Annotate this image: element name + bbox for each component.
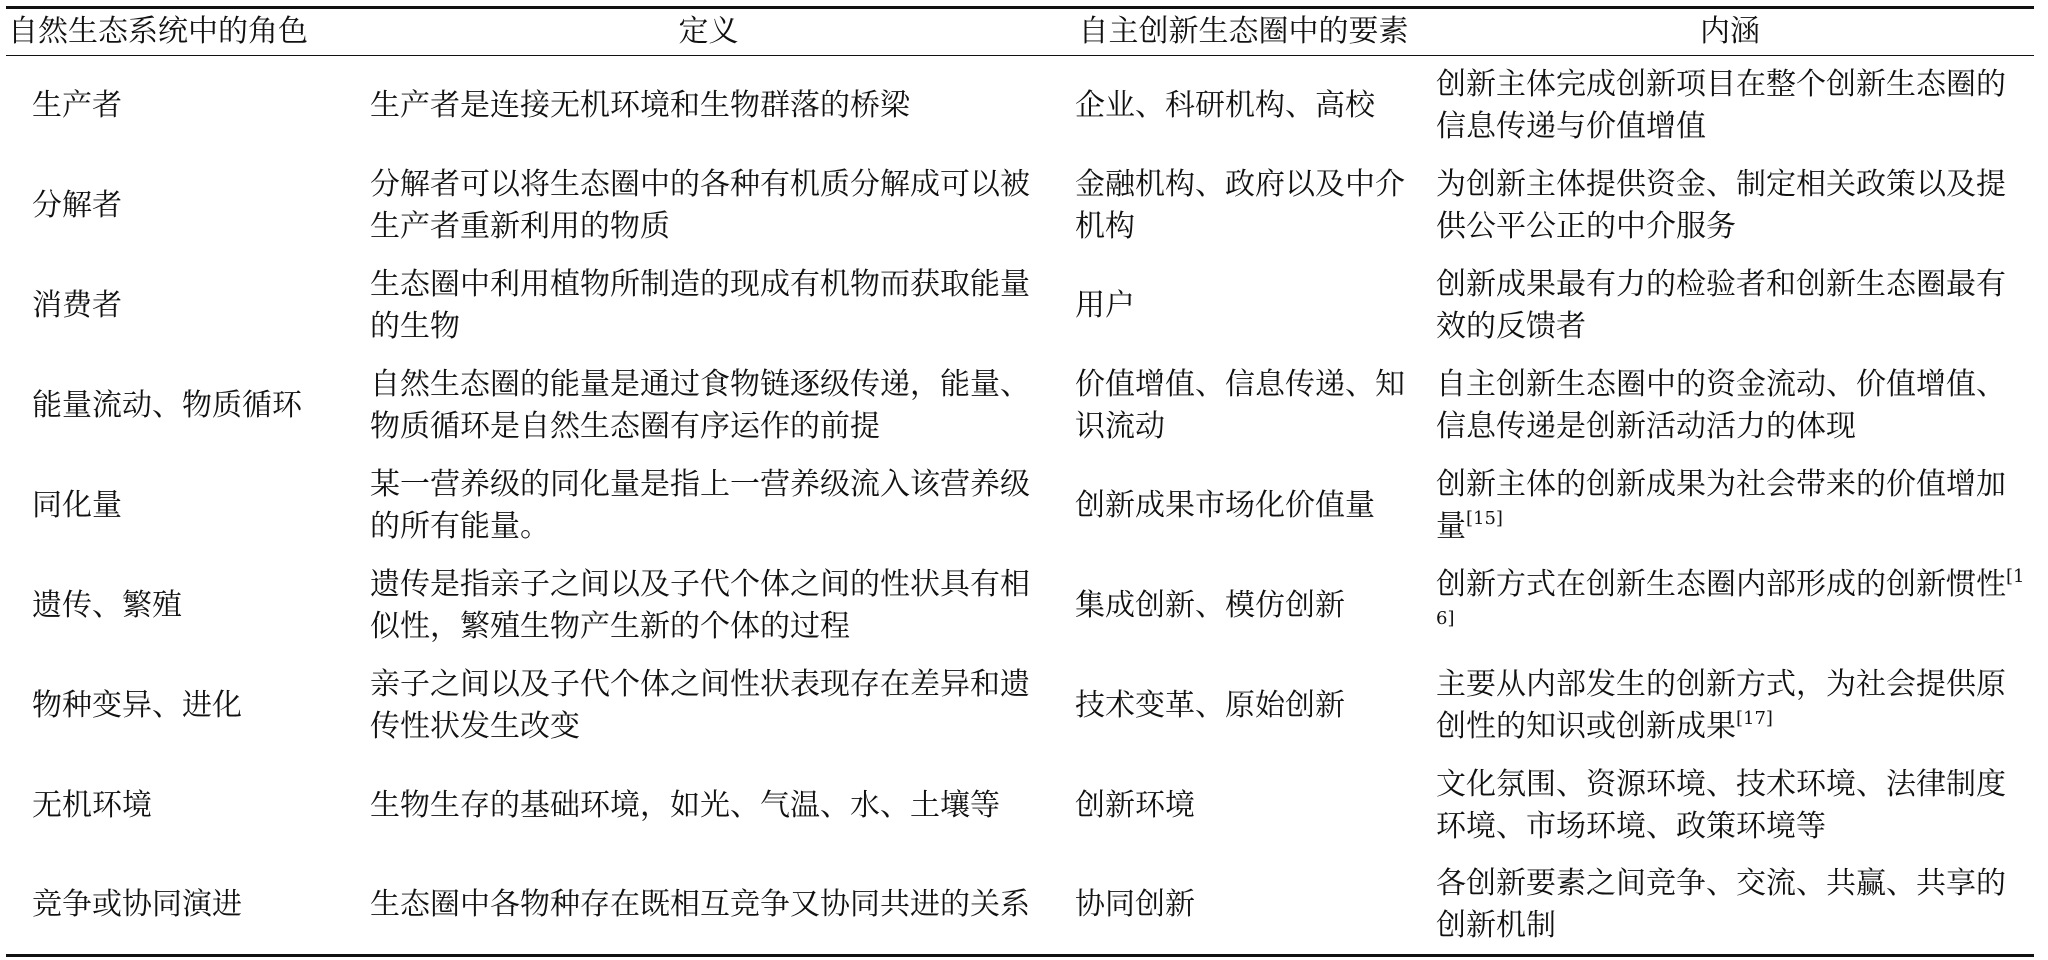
citation-ref: [17] xyxy=(1736,707,1773,729)
meaning-text: 各创新要素之间竞争、交流、共赢、共享的创新机制 xyxy=(1436,865,2006,943)
meaning-text: 创新主体的创新成果为社会带来的价值增加量 xyxy=(1436,466,2006,544)
cell-role: 物种变异、进化 xyxy=(32,687,242,723)
comparison-table-container xyxy=(0,6,2048,957)
meaning-text: 主要从内部发生的创新方式，为社会提供原创性的知识或创新成果 xyxy=(1436,666,2006,744)
meaning-text: 为创新主体提供资金、制定相关政策以及提供公平公正的中介服务 xyxy=(1436,166,2006,244)
cell-meaning xyxy=(1426,456,2034,556)
header-role: 自然生态系统中的角色 xyxy=(8,14,308,49)
cell-meaning xyxy=(1426,156,2034,256)
cell-element: 价值增值、信息传递、知识流动 xyxy=(1075,366,1405,444)
cell-meaning xyxy=(1426,556,2034,656)
cell-definition: 遗传是指亲子之间以及子代个体之间的性状具有相似性，繁殖生物产生新的个体的过程 xyxy=(370,566,1030,644)
table-body xyxy=(6,56,2034,956)
cell-meaning xyxy=(1426,56,2034,156)
header-meaning: 内涵 xyxy=(1700,14,1760,49)
cell-definition: 生产者是连接无机环境和生物群落的桥梁 xyxy=(370,87,910,123)
table-row xyxy=(6,256,2034,356)
cell-element: 创新环境 xyxy=(1075,787,1195,823)
cell-element: 企业、科研机构、高校 xyxy=(1075,87,1375,123)
meaning-text: 创新成果最有力的检验者和创新生态圈最有效的反馈者 xyxy=(1436,266,2006,344)
cell-element: 协同创新 xyxy=(1075,886,1195,922)
table-header xyxy=(6,8,2034,56)
cell-definition: 自然生态圈的能量是通过食物链逐级传递，能量、物质循环是自然生态圈有序运作的前提 xyxy=(370,366,1030,444)
cell-role: 遗传、繁殖 xyxy=(32,587,182,623)
header-definition: 定义 xyxy=(678,14,739,49)
meaning-text: 自主创新生态圈中的资金流动、价值增值、信息传递是创新活动活力的体现 xyxy=(1436,366,2006,444)
cell-definition: 生态圈中利用植物所制造的现成有机物而获取能量的生物 xyxy=(370,266,1030,344)
cell-role: 同化量 xyxy=(32,487,122,523)
cell-element: 金融机构、政府以及中介机构 xyxy=(1075,166,1405,244)
cell-meaning xyxy=(1426,756,2034,856)
meaning-text: 文化氛围、资源环境、技术环境、法律制度环境、市场环境、政策环境等 xyxy=(1436,766,2006,844)
cell-definition: 生物生存的基础环境，如光、气温、水、土壤等 xyxy=(370,787,1000,823)
meaning-text: 创新主体完成创新项目在整个创新生态圈的信息传递与价值增值 xyxy=(1436,66,2006,144)
cell-role: 竞争或协同演进 xyxy=(32,886,242,922)
cell-meaning xyxy=(1426,256,2034,356)
table-row xyxy=(6,156,2034,256)
cell-role: 分解者 xyxy=(32,187,122,223)
cell-meaning xyxy=(1426,356,2034,456)
table-row xyxy=(6,356,2034,456)
cell-definition: 生态圈中各物种存在既相互竞争又协同共进的关系 xyxy=(370,886,1030,922)
cell-role: 能量流动、物质循环 xyxy=(32,387,302,423)
meaning-text: 创新方式在创新生态圈内部形成的创新惯性 xyxy=(1436,566,2006,602)
cell-element: 用户 xyxy=(1075,287,1135,323)
table-row xyxy=(6,556,2034,656)
table-row xyxy=(6,456,2034,556)
cell-definition: 亲子之间以及子代个体之间性状表现存在差异和遗传性状发生改变 xyxy=(370,666,1030,744)
citation-ref: [15] xyxy=(1466,507,1503,529)
cell-element: 创新成果市场化价值量 xyxy=(1075,487,1375,523)
table-row xyxy=(6,56,2034,156)
citation-ref: [16] xyxy=(1436,565,2025,629)
header-element: 自主创新生态圈中的要素 xyxy=(1078,14,1409,49)
cell-definition: 某一营养级的同化量是指上一营养级流入该营养级的所有能量。 xyxy=(370,466,1030,544)
cell-element: 集成创新、模仿创新 xyxy=(1075,587,1345,623)
cell-role: 无机环境 xyxy=(32,787,152,823)
ecosystem-comparison-table xyxy=(6,6,2034,957)
cell-role: 生产者 xyxy=(32,87,122,123)
header-row xyxy=(6,8,2034,56)
table-row xyxy=(6,856,2034,956)
cell-element: 技术变革、原始创新 xyxy=(1075,687,1345,723)
cell-meaning xyxy=(1426,656,2034,756)
table-row xyxy=(6,756,2034,856)
cell-meaning xyxy=(1426,856,2034,956)
cell-role: 消费者 xyxy=(32,287,122,323)
cell-definition: 分解者可以将生态圈中的各种有机质分解成可以被生产者重新利用的物质 xyxy=(370,166,1030,244)
table-row xyxy=(6,656,2034,756)
